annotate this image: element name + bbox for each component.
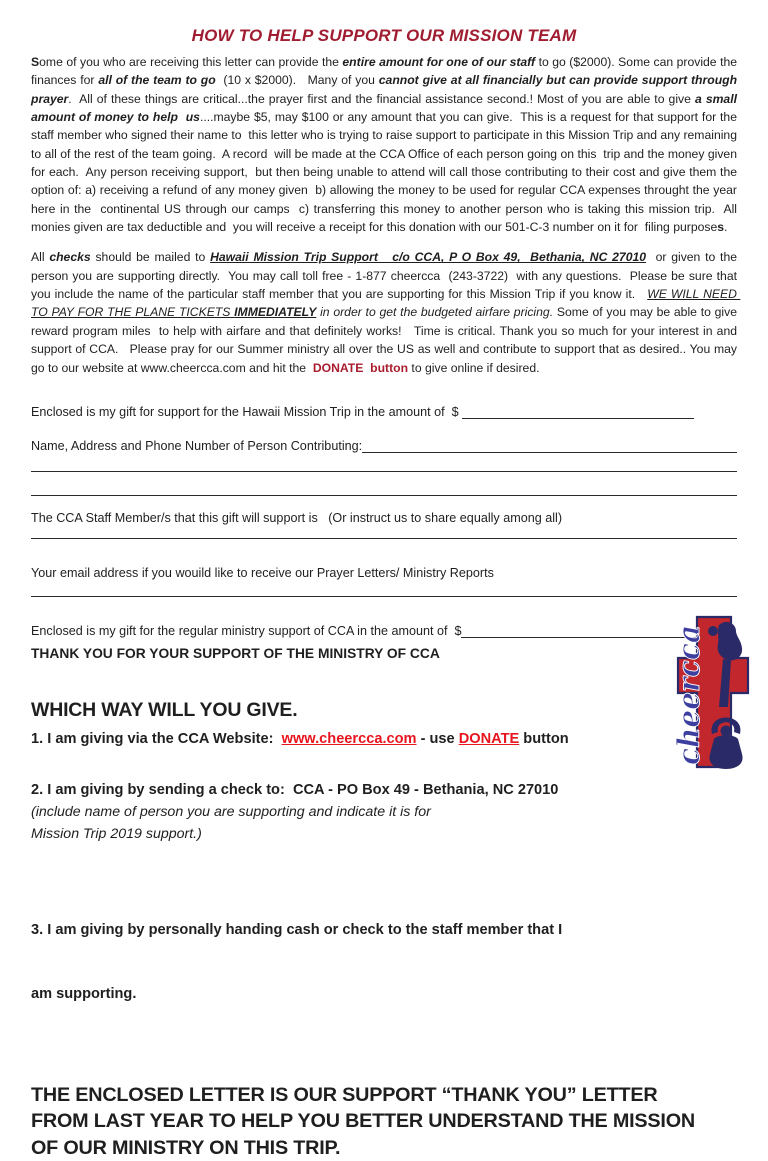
staff-member-row — [31, 511, 737, 525]
support-form — [31, 404, 737, 661]
text-segment: . All of these things are critical...the prayer first and the financial assistance second.! Most of you are able to give — [68, 91, 695, 106]
staff-member-field[interactable] — [31, 538, 737, 539]
text-segment: WE WILL NEED TO PAY FOR THE PLANE TICKETS — [31, 287, 741, 320]
logo-text: cheercca — [672, 614, 707, 765]
donate-button-mention: DONATE button — [312, 360, 409, 375]
ministry-gift-amount-row — [31, 623, 737, 638]
checks-paragraph — [31, 248, 741, 376]
text-segment: to go ($2000). Some can provide the finances for — [31, 55, 741, 88]
text-segment: Some of you may be able to give reward program miles to help with airfare and that definitely works! Time is critical. Thank you so much for your interest in and support of CCA. Please pray for our Summer ministry all over the US as well and contribute to support that as desired.. You may go to our website at www.cheercca.com and hit the — [31, 305, 741, 375]
ministry-gift-amount-label: Enclosed is my gift for the regular ministry support of CCA in the amount of $ — [31, 623, 462, 638]
contributor-info-row — [31, 438, 737, 453]
closing-line-1: THE ENCLOSED LETTER IS OUR SUPPORT “THANK YOU” LETTER — [31, 1083, 658, 1106]
give-option-2-note-line2: Mission Trip 2019 support.) — [31, 826, 202, 843]
give-option-2-note-line1: (include name of person you are supporting and indicate it is for — [31, 803, 431, 820]
logo-cheercca — [661, 615, 758, 770]
closing-statement — [31, 1082, 711, 1161]
text-segment: - use — [416, 730, 459, 747]
text-segment: cannot give at all financially but can provide support through prayer — [31, 73, 741, 106]
contributor-info-field[interactable] — [362, 438, 737, 453]
text-segment: ....maybe $5, may $100 or any amount that you can give. This is a request for that support for the staff member who signed their name to this letter who is trying to raise support to participate in this Mission Trip and any remaining to all of the rest of the team going. A record will be made at the CCA Office of each person going on this trip and the money given for each. Any person receiving support, but then being unable to attend will call those contributing to their cost and give them the option of: a) receiving a refund of any money given b) allowing the money to be used for regular CCA expenses throught the year here in the continental US through our camps c) transferring this money to another person who is taking this mission trip. All monies given are tax deductible and you will receive a receipt for this donation with our 501-C-3 number on it for filing purpose — [31, 110, 741, 235]
email-label: Your email address if you wouild like to receive our Prayer Letters/ Ministry Reports — [31, 565, 494, 580]
text-segment: . — [724, 220, 728, 235]
text-segment: a small amount of money to help us — [31, 91, 741, 125]
give-option-3-line2: am supporting. — [31, 986, 137, 1003]
contributor-info-label: Name, Address and Phone Number of Person Contributing: — [31, 438, 363, 453]
give-option-1 — [31, 731, 737, 747]
mailing-address: Hawaii Mission Trip Support c/o CCA, P O Box 49, Bethania, NC 27010 — [210, 250, 647, 265]
closing-line-3: OF OUR MINISTRY ON THIS TRIP. — [31, 1136, 341, 1159]
trip-gift-amount-row — [31, 404, 737, 419]
contributor-info-line-3[interactable] — [31, 495, 737, 496]
text-segment: should be mailed to — [90, 250, 211, 265]
intro-paragraph — [31, 53, 741, 236]
text-segment: button — [519, 730, 569, 747]
donate-link[interactable]: DONATE — [458, 730, 520, 747]
text-segment: S — [31, 55, 40, 69]
contributor-info-line-2[interactable] — [31, 471, 737, 472]
website-link[interactable]: www.cheercca.com — [281, 730, 417, 747]
page-title: HOW TO HELP SUPPORT OUR MISSION TEAM — [191, 26, 577, 45]
staff-member-label: The CCA Staff Member/s that this gift will support is (Or instruct us to share equally among all) — [31, 510, 563, 525]
text-segment: All — [31, 250, 50, 265]
trip-gift-amount-label: Enclosed is my gift for support for the Hawaii Mission Trip in the amount of $ — [31, 404, 463, 419]
trip-gift-amount-field[interactable] — [462, 404, 694, 419]
thank-you-line: THANK YOU FOR YOUR SUPPORT OF THE MINISTRY OF CCA — [31, 645, 440, 661]
text-segment: IMMEDIATELY — [234, 305, 317, 320]
text-segment: (10 x $2000). Many of you — [215, 73, 379, 88]
text-segment: checks — [49, 250, 91, 265]
cheercca-logo-graphic — [661, 615, 758, 770]
text-segment: s — [717, 220, 725, 235]
email-row — [31, 566, 737, 580]
email-field[interactable] — [31, 596, 737, 597]
text-segment: in order to get the budgeted airfare pricing. — [316, 305, 554, 320]
text-segment: entire amount for one of our staff — [342, 55, 536, 69]
text-segment: or given to the person you are supporting directly. You may call toll free - 1-877 cheercca (243-3722) with any questions. Please be sure that you include the name of the particular staff member that you are supporting for this Mission Trip if you know it. — [31, 250, 741, 302]
give-option-3 — [31, 877, 651, 1049]
closing-line-2: FROM LAST YEAR TO HELP YOU BETTER UNDERSTAND THE MISSION — [31, 1110, 695, 1133]
give-section-heading: WHICH WAY WILL YOU GIVE. — [31, 698, 298, 721]
text-segment: all of the team to go — [98, 73, 216, 88]
give-option-3-line1: 3. I am giving by personally handing cash or check to the staff member that I — [31, 921, 563, 938]
give-option-2: 2. I am giving by sending a check to: CCA - PO Box 49 - Bethania, NC 27010 — [31, 781, 559, 798]
text-segment: to give online if desired. — [408, 360, 540, 375]
text-segment: 1. I am giving via the CCA Website: — [31, 730, 282, 747]
text-segment: ome of you who are receiving this letter can provide the — [39, 55, 343, 69]
